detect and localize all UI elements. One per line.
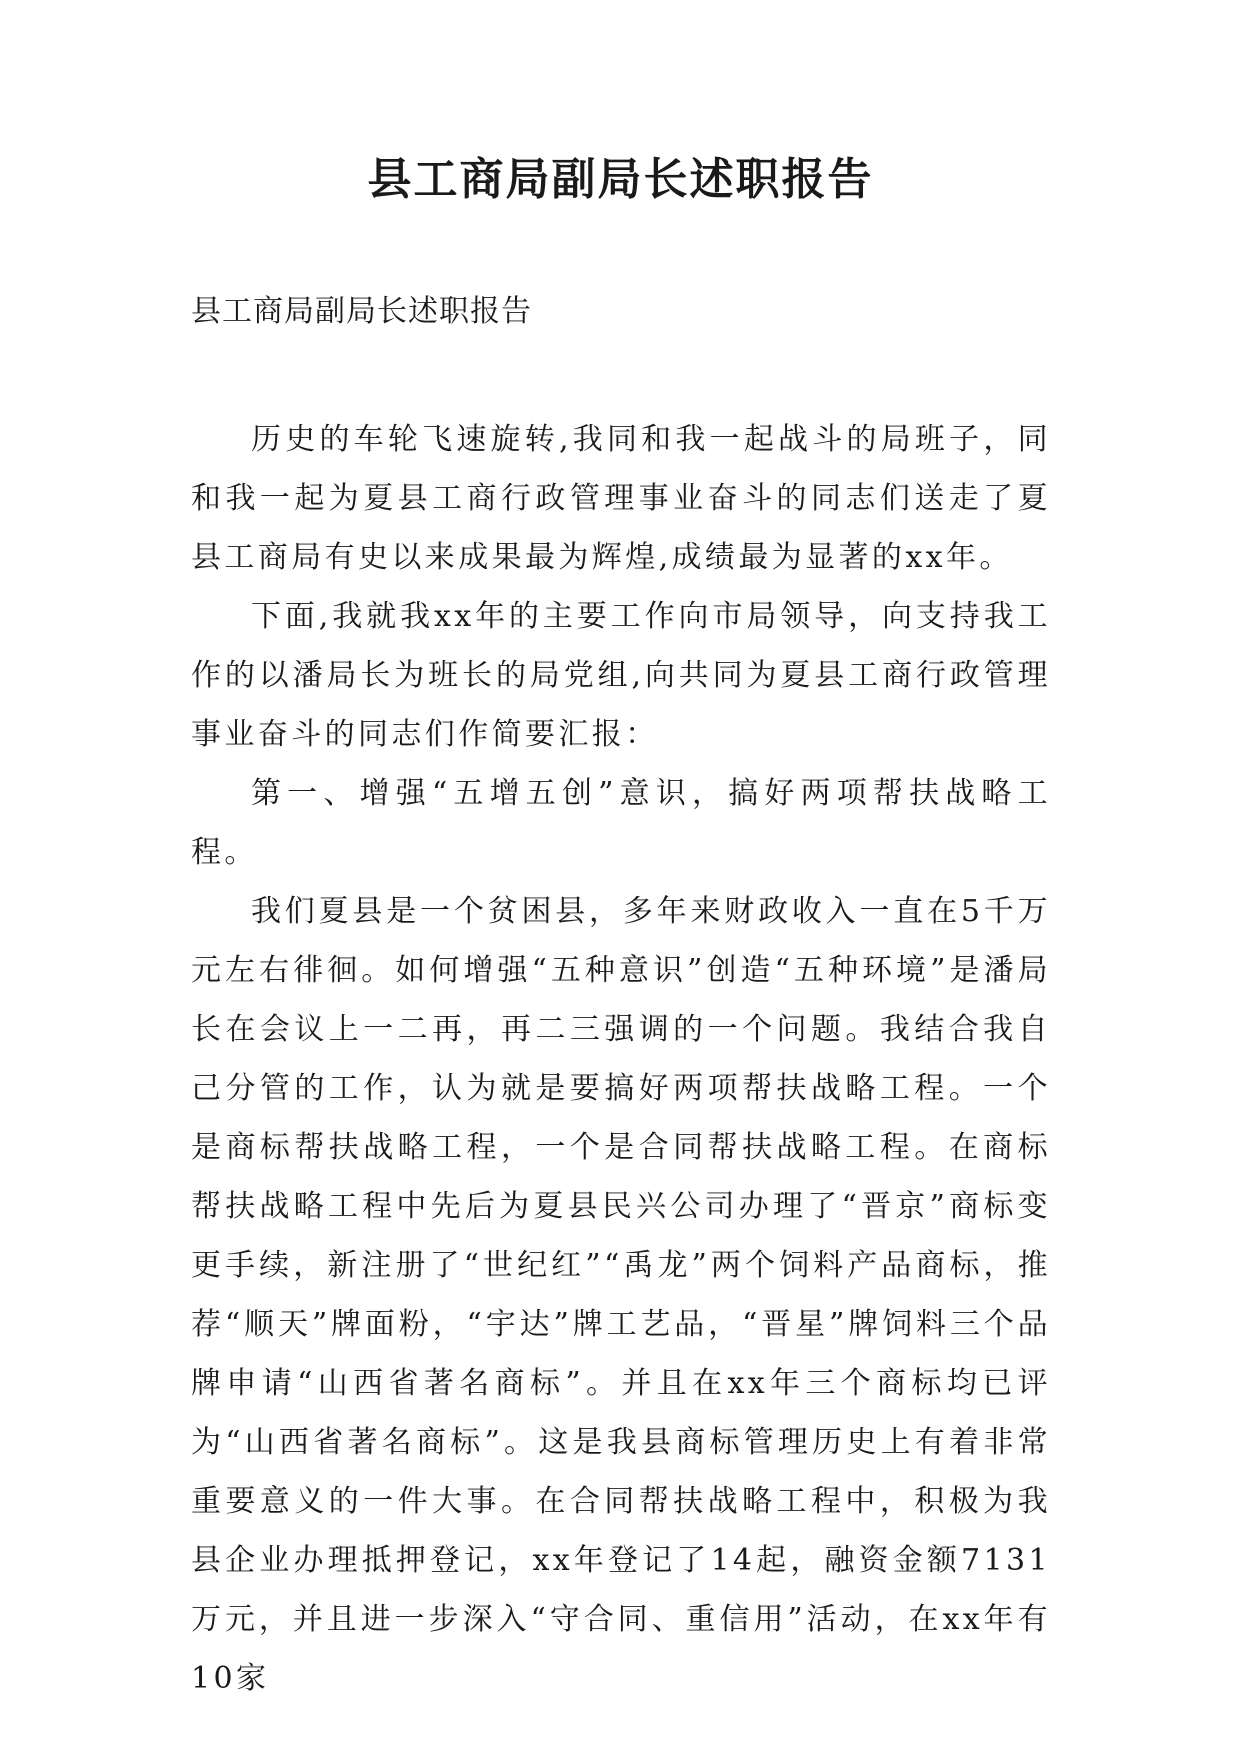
- document-subtitle: 县工商局副局长述职报告: [191, 294, 532, 329]
- section-heading: 第一、增强“五增五创”意识，搞好两项帮扶战略工程。: [191, 776, 1051, 870]
- document-body: [191, 410, 1051, 1708]
- body-paragraph: 我们夏县是一个贫困县，多年来财政收入一直在5千万元左右徘徊。如何增强“五种意识”创造“五种环境”是潘局长在会议上一二再，再二三强调的一个问题。我结合我自己分管的工作，认为就是要搞好两项帮扶战略工程。一个是商标帮扶战略工程，一个是合同帮扶战略工程。在商标帮扶战略工程中先后为夏县民兴公司办理了“晋京”商标变更手续，新注册了“世纪红”“禹龙”两个饲料产品商标，推荐“顺天”牌面粉，“宇达”牌工艺品，“晋星”牌饲料三个品牌申请“山西省著名商标”。并且在xx年三个商标均已评为“山西省著名商标”。这是我县商标管理历史上有着非常重要意义的一件大事。在合同帮扶战略工程中，积极为我县企业办理抵押登记，xx年登记了14起，融资金额7131万元，并且进一步深入“守合同、重信用”活动，在xx年有10家: [191, 894, 1051, 1696]
- body-paragraph: 下面,我就我xx年的主要工作向市局领导，向支持我工作的以潘局长为班长的局党组,向共同为夏县工商行政管理事业奋斗的同志们作简要汇报：: [191, 599, 1051, 752]
- document-title: 县工商局副局长述职报告: [367, 154, 874, 205]
- body-paragraph: 历史的车轮飞速旋转,我同和我一起战斗的局班子，同和我一起为夏县工商行政管理事业奋斗的同志们送走了夏县工商局有史以来成果最为辉煌,成绩最为显著的xx年。: [191, 422, 1051, 575]
